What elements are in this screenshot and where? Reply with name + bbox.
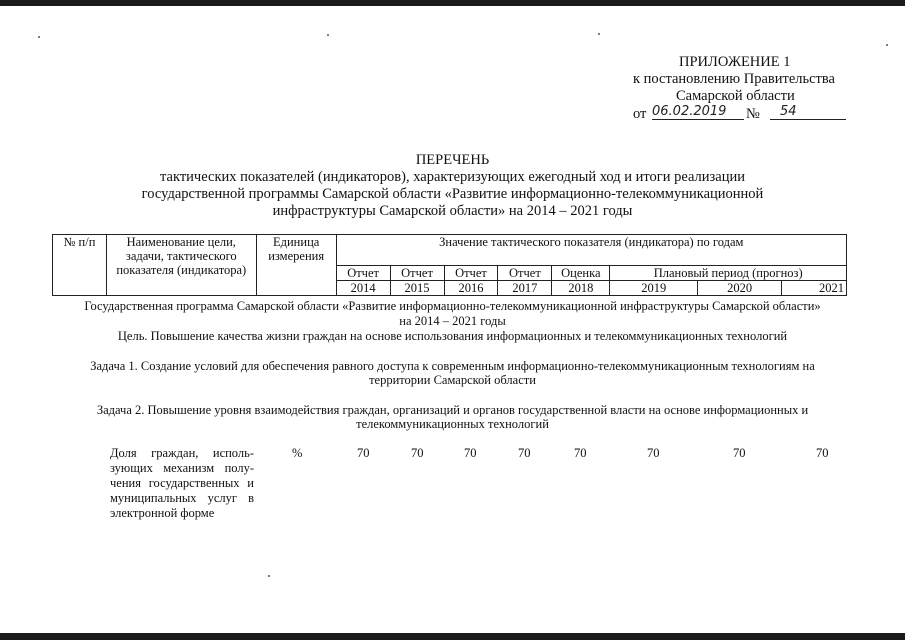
col-plan: Плановый период (прогноз) [610,266,847,281]
value-2016: 70 [464,446,477,460]
indicator-name [110,446,254,521]
year-2016: 2016 [444,281,498,296]
appendix-from-label: от [633,106,647,122]
col-report-2015: Отчет [390,266,444,281]
handwritten-date: 06.02.2019 [652,104,744,120]
year-2021: 2021 [782,281,847,296]
appendix-number-label: № [746,106,760,122]
indicator-name-line: зующих механизм полу- [110,461,254,475]
program-line1: Государственная программа Самарской области «Развитие информационно-телекоммуникационной инфраструктуры Самарской области» [84,299,821,313]
value-2020: 70 [733,446,746,460]
title-line3: государственной программы Самарской области «Развитие информационно-телекоммуникационной [141,186,764,202]
value-2015: 70 [411,446,424,460]
program-line2: на 2014 – 2021 годы [399,314,506,328]
year-2020: 2020 [698,281,782,296]
task2-line1: Задача 2. Повышение уровня взаимодействия граждан, организаций и органов государственной власти на основе информационных и [96,403,809,417]
scan-speck [38,36,40,38]
indicator-name-line: муниципальных услуг в [110,491,254,505]
col-name: Наименование цели, задачи, тактического показателя (индикатора) [106,235,256,296]
col-estimate-2018: Оценка [552,266,610,281]
indicator-unit: % [292,446,303,460]
value-2017: 70 [518,446,531,460]
year-2018: 2018 [552,281,610,296]
col-report-2014: Отчет [336,266,390,281]
scan-speck [327,34,329,36]
col-num: № п/п [53,235,107,296]
col-values-title: Значение тактического показателя (индикатора) по годам [336,235,846,266]
value-2014: 70 [357,446,370,460]
indicator-name-line: Доля граждан, исполь- [110,446,254,460]
indicators-table-header [52,234,847,296]
col-report-2017: Отчет [498,266,552,281]
appendix-line3: Самарской области [676,88,795,104]
title-line4: инфраструктуры Самарской области» на 2014 – 2021 годы [272,203,633,219]
scan-speck [268,575,270,577]
scan-speck [886,44,888,46]
scan-speck [598,33,600,35]
year-2017: 2017 [498,281,552,296]
scan-edge-bottom [0,633,905,640]
handwritten-number: 54 [770,104,846,120]
task2-line2: телекоммуникационных технологий [356,417,549,431]
col-report-2016: Отчет [444,266,498,281]
year-2015: 2015 [390,281,444,296]
title-line2: тактических показателей (индикаторов), характеризующих ежегодный ход и итоги реализации [160,169,745,185]
scan-edge-top [0,0,905,6]
document-title: ПЕРЕЧЕНЬ [415,152,490,168]
year-2019: 2019 [610,281,698,296]
goal-text: Цель. Повышение качества жизни граждан на основе использования информационных и телекоммуникационных технологий [117,329,788,343]
appendix-title: ПРИЛОЖЕНИЕ 1 [679,54,791,70]
value-2021: 70 [816,446,829,460]
indicator-name-line: чения государственных и [110,476,254,490]
value-2019: 70 [647,446,660,460]
task1-line1: Задача 1. Создание условий для обеспечения равного доступа к современным информационно-телекоммуникационным технологиям на [90,359,815,373]
appendix-line2: к постановлению Правительства [633,71,835,87]
col-unit: Единица измерения [256,235,336,296]
value-2018: 70 [574,446,587,460]
indicator-name-line: электронной форме [110,506,215,520]
task1-line2: территории Самарской области [369,373,536,387]
year-2014: 2014 [336,281,390,296]
